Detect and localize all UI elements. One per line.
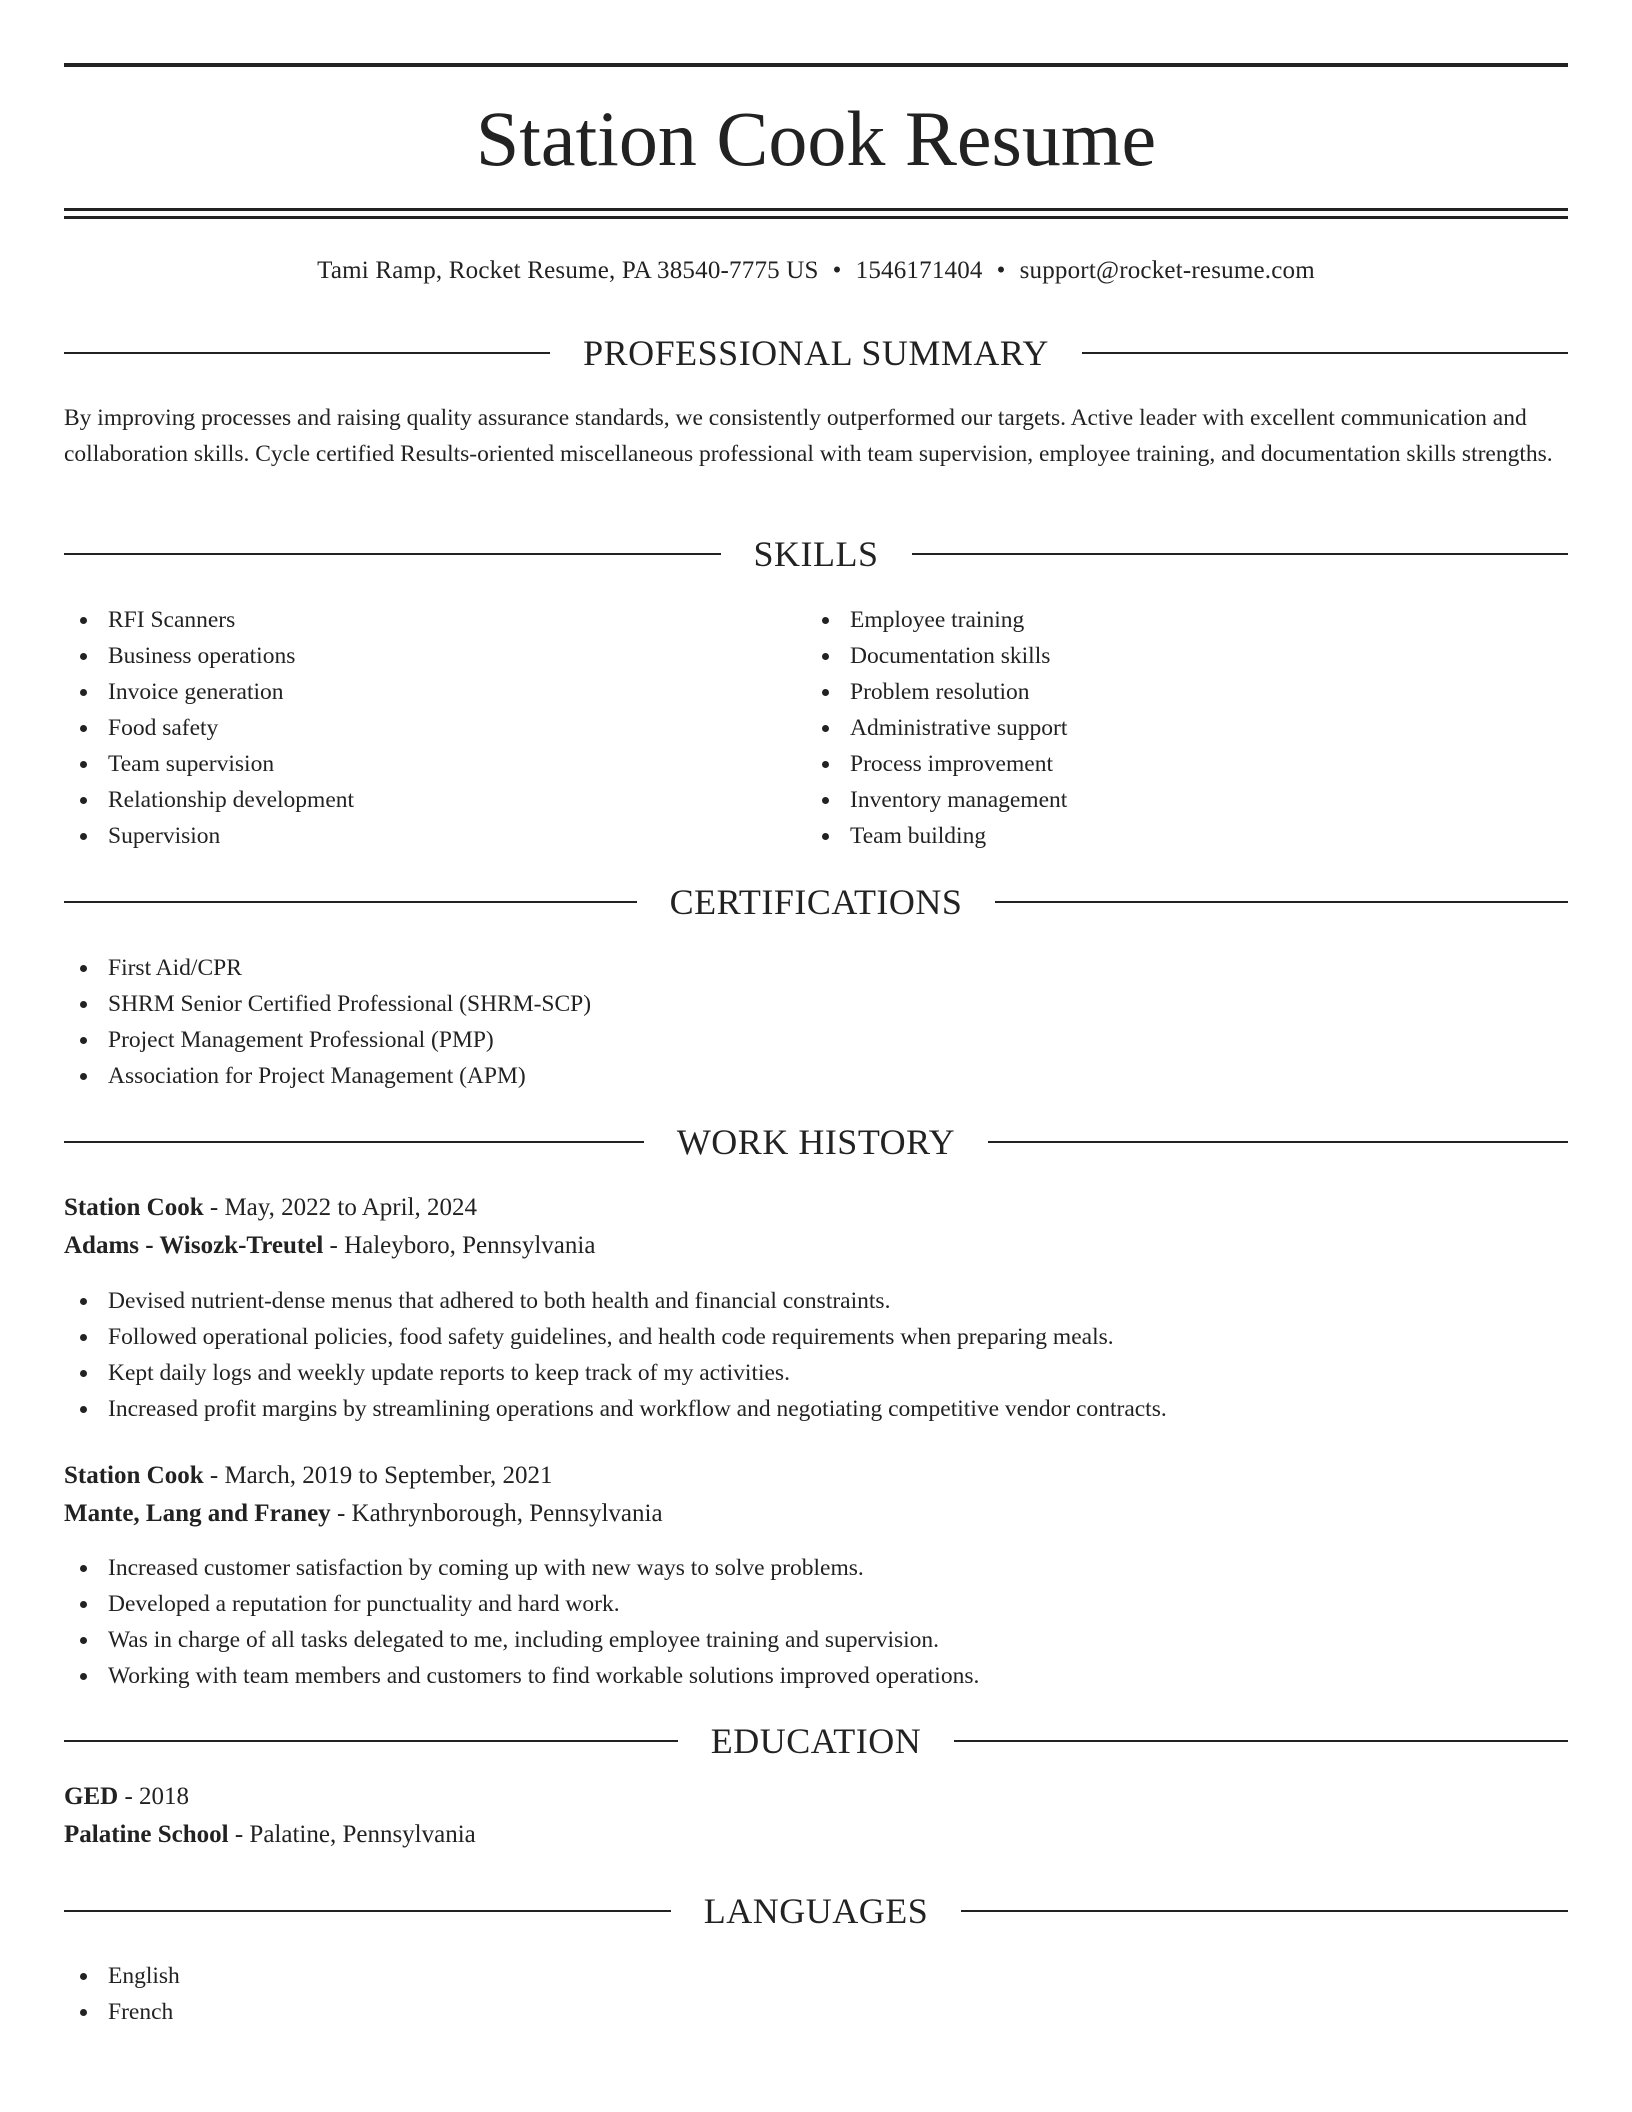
skill-item: Problem resolution [806, 674, 1546, 710]
section-header-summary [64, 331, 1568, 375]
section-header-skills [64, 532, 1568, 576]
section-title: WORK HISTORY [676, 1122, 956, 1162]
skill-item: Documentation skills [806, 638, 1546, 674]
divider-line [64, 1910, 671, 1912]
divider-line [64, 1740, 678, 1742]
divider-line [995, 901, 1568, 903]
education-year: - 2018 [118, 1783, 190, 1810]
contact-address: Tami Ramp, Rocket Resume, PA 38540-7775 US [317, 257, 819, 284]
skills-list-left [64, 602, 804, 854]
languages-list [64, 1958, 1568, 2030]
job-bullet: Devised nutrient-dense menus that adhered to both health and financial constraints. [64, 1283, 1568, 1319]
divider-line [954, 1740, 1568, 1742]
title-double-rule-bottom [64, 216, 1568, 219]
job-bullets [64, 1550, 1568, 1694]
skill-item: Food safety [64, 710, 804, 746]
job-bullet: Increased customer satisfaction by coming up with new ways to solve problems. [64, 1550, 1568, 1586]
section-header-certifications [64, 880, 1568, 924]
job-bullet: Followed operational policies, food safety guidelines, and health code requirements when preparing meals. [64, 1319, 1568, 1355]
section-title: PROFESSIONAL SUMMARY [583, 333, 1049, 373]
education-school-line [64, 1817, 476, 1853]
skills-list-right [806, 602, 1546, 854]
section-header-work-history [64, 1120, 1568, 1164]
skill-item: Team supervision [64, 746, 804, 782]
contact-phone: 1546171404 [855, 257, 983, 284]
job-title-line [64, 1190, 477, 1226]
certification-item: Project Management Professional (PMP) [64, 1022, 1568, 1058]
skill-item: Process improvement [806, 746, 1546, 782]
skill-item: Inventory management [806, 782, 1546, 818]
job-company: Adams - Wisozk-Treutel [64, 1232, 324, 1259]
skill-item: Supervision [64, 818, 804, 854]
job-dates: - May, 2022 to April, 2024 [203, 1194, 477, 1221]
contact-info [64, 254, 1568, 288]
skill-item: Team building [806, 818, 1546, 854]
divider-line [64, 352, 550, 354]
section-title: EDUCATION [710, 1721, 922, 1761]
job-bullet: Kept daily logs and weekly update reports to keep track of my activities. [64, 1355, 1568, 1391]
certification-item: First Aid/CPR [64, 950, 1568, 986]
skill-item: Employee training [806, 602, 1546, 638]
divider-line [1082, 352, 1568, 354]
contact-separator: • [832, 257, 842, 284]
section-header-languages [64, 1889, 1568, 1933]
job-location: - Haleyboro, Pennsylvania [323, 1232, 596, 1259]
summary-text: By improving processes and raising quality assurance standards, we consistently outperformed our targets. Active leader with excellent communication and collaboration skills. Cycle certified Results-oriented miscellaneous professional with team supervision, employee training, and documentation skills strengths. [64, 405, 1553, 467]
job-company-line [64, 1228, 595, 1264]
divider-line [64, 901, 637, 903]
job-title: Station Cook [64, 1194, 204, 1221]
language-item: English [64, 1958, 1568, 1994]
job-bullet: Was in charge of all tasks delegated to me, including employee training and supervision. [64, 1622, 1568, 1658]
skill-item: Invoice generation [64, 674, 804, 710]
education-school: Palatine School [64, 1821, 229, 1848]
skill-item: Business operations [64, 638, 804, 674]
education-location: - Palatine, Pennsylvania [228, 1821, 476, 1848]
education-degree-line [64, 1779, 189, 1815]
resume-title: Station Cook Resume [475, 95, 1157, 182]
divider-line [64, 1141, 644, 1143]
language-item: French [64, 1994, 1568, 2030]
section-title: LANGUAGES [703, 1891, 929, 1931]
job-dates: - March, 2019 to September, 2021 [203, 1462, 553, 1489]
divider-line [912, 553, 1569, 555]
contact-email: support@rocket-resume.com [1019, 257, 1315, 284]
skill-item: Administrative support [806, 710, 1546, 746]
certification-item: Association for Project Management (APM) [64, 1058, 1568, 1094]
job-company-line [64, 1496, 663, 1532]
skill-item: Relationship development [64, 782, 804, 818]
divider-line [961, 1910, 1568, 1912]
certification-item: SHRM Senior Certified Professional (SHRM-SCP) [64, 986, 1568, 1022]
section-title: SKILLS [753, 534, 879, 574]
section-header-education [64, 1719, 1568, 1763]
job-bullet: Increased profit margins by streamlining operations and workflow and negotiating competitive vendor contracts. [64, 1391, 1568, 1427]
job-title: Station Cook [64, 1462, 204, 1489]
contact-separator: • [996, 257, 1006, 284]
title-double-rule-top [64, 208, 1568, 211]
job-bullets [64, 1283, 1568, 1427]
section-title: CERTIFICATIONS [669, 882, 963, 922]
education-degree: GED [64, 1783, 119, 1810]
top-rule [64, 63, 1568, 67]
divider-line [988, 1141, 1568, 1143]
job-title-line [64, 1458, 553, 1494]
job-bullet: Working with team members and customers to find workable solutions improved operations. [64, 1658, 1568, 1694]
job-bullet: Developed a reputation for punctuality and hard work. [64, 1586, 1568, 1622]
certifications-list [64, 950, 1568, 1094]
job-location: - Kathrynborough, Pennsylvania [330, 1500, 663, 1527]
job-company: Mante, Lang and Franey [64, 1500, 331, 1527]
skill-item: RFI Scanners [64, 602, 804, 638]
divider-line [64, 553, 721, 555]
